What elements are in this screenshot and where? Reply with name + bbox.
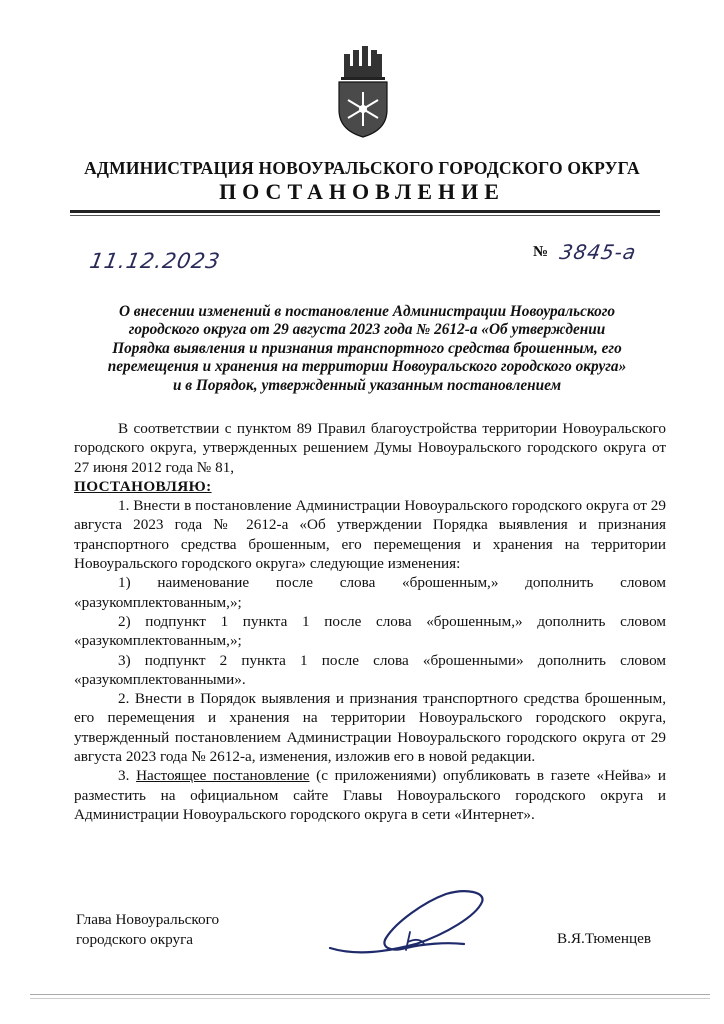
header-divider-thin xyxy=(70,215,660,216)
number-label: № xyxy=(533,244,549,260)
title-line: Порядка выявления и признания транспортного средства брошенным, его xyxy=(112,339,622,357)
item-3-underlined: Настоящее постановление xyxy=(136,767,310,785)
header-divider xyxy=(70,210,660,213)
document-body xyxy=(74,419,666,824)
item-1-2-paragraph: 2) подпункт 1 пункта 1 после слова «брошенным,» дополнить словом «разукомплектованным,»; xyxy=(74,612,666,650)
title-line: О внесении изменений в постановление Администрации Новоуральского xyxy=(118,303,616,320)
item-2-paragraph: 2. Внести в Порядок выявления и признания транспортного средства брошенным, его перемещения и хранения на территории Новоуральского городского округа, утвержденный постановлением Администрации Новоуральского городского округа от 29 августа 2023 года № 2612-а, изменения, изложив его в новой редакции. xyxy=(74,690,666,766)
item-3-rest: (с приложениями) опубликовать в газете «Нейва» и разместить на официальном сайте Главы Новоуральского городского округа и Администрации Новоуральского городского округа в сети «Интернет». xyxy=(74,767,667,823)
decree-word-text: ПОСТАНОВЛЯЮ: xyxy=(74,477,212,495)
document-number: 3845-а xyxy=(557,240,639,264)
document-date: 11.12.2023 xyxy=(87,249,223,273)
preamble-paragraph: В соответствии с пунктом 89 Правил благоустройства территории Новоуральского городского округа, утвержденных решением Думы Новоуральского городского округа от 27 июня 2012 года № 81, xyxy=(74,420,666,476)
item-3-paragraph xyxy=(74,766,666,824)
item-1-3-paragraph: 3) подпункт 2 пункта 1 после слова «брошенными» дополнить словом «разукомплектованными». xyxy=(74,651,666,688)
decree-word xyxy=(74,477,666,496)
title-line: перемещения и хранения на территории Новоуральского городского округа» xyxy=(107,358,627,376)
footer-divider-thin xyxy=(30,998,710,999)
item-1-1-paragraph: 1) наименование после слова «брошенным,» дополнить словом «разукомплектованным,»; xyxy=(74,574,666,611)
position-line: городского округа xyxy=(76,930,194,948)
position-line: Глава Новоуральского xyxy=(76,911,220,928)
document-title xyxy=(74,303,660,395)
signatory-position xyxy=(76,910,219,949)
organization-name: АДМИНИСТРАЦИЯ НОВОУРАЛЬСКОГО ГОРОДСКОГО ОКРУГА xyxy=(84,158,640,178)
coat-of-arms-icon xyxy=(334,40,392,138)
footer-divider xyxy=(30,994,710,995)
item-1-paragraph: 1. Внести в постановление Администрации Новоуральского городского округа от 29 августа 2023 года № 2612-а «Об утверждении Порядка выявления и признания транспортного средства брошенным, его перемещения и хранения на территории Новоуральского городского округа» следующие изменения: xyxy=(74,497,666,573)
item-3-number: 3. xyxy=(118,767,130,785)
handwritten-signature xyxy=(326,886,496,966)
signatory-name: В.Я.Тюменцев xyxy=(557,930,652,947)
document-type: ПОСТАНОВЛЕНИЕ xyxy=(219,179,505,204)
title-line: городского округа от 29 августа 2023 года № 2612-а «Об утверждении xyxy=(128,321,606,339)
title-line: и в Порядок, утвержденный указанным постановлением xyxy=(172,376,562,394)
